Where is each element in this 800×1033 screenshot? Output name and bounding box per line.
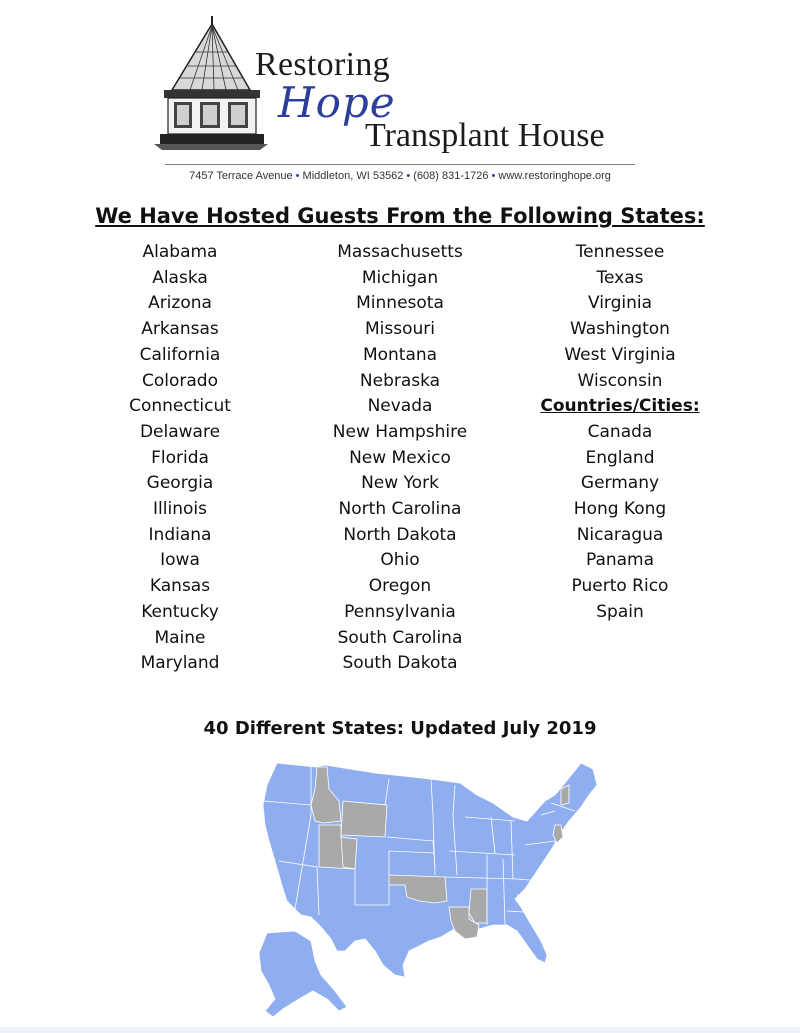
- state-name: Iowa: [160, 550, 200, 571]
- country-name: Canada: [587, 421, 653, 442]
- bullet-icon: •: [406, 170, 411, 182]
- state-name: Montana: [362, 344, 438, 365]
- vermont-shape: [561, 785, 569, 805]
- state-name: Missouri: [365, 319, 435, 340]
- address-line: [165, 170, 635, 182]
- state-name: Connecticut: [129, 396, 231, 417]
- state-name: Alabama: [142, 242, 218, 262]
- map-subtitle: 40 Different States: Updated July 2019: [203, 718, 597, 739]
- country-name: Puerto Rico: [571, 576, 669, 597]
- state-name: North Dakota: [343, 524, 457, 545]
- state-name: Oregon: [368, 576, 432, 597]
- state-name: Wisconsin: [577, 370, 663, 391]
- state-name: Michigan: [361, 267, 439, 288]
- state-name: Arizona: [148, 293, 212, 314]
- state-name: Kansas: [149, 576, 211, 597]
- state-name: Colorado: [142, 370, 218, 391]
- state-name: North Carolina: [338, 499, 462, 520]
- us-map: [255, 755, 605, 1025]
- state-name: New Mexico: [349, 447, 451, 468]
- state-name: West Virginia: [564, 344, 676, 365]
- bullet-icon: •: [295, 170, 300, 182]
- state-name: Minnesota: [356, 293, 444, 314]
- header-divider: [165, 164, 635, 165]
- state-name: Illinois: [153, 499, 207, 520]
- country-name: Spain: [596, 601, 644, 622]
- state-name: Texas: [596, 267, 644, 288]
- website-url: www.restoringhope.org: [498, 170, 611, 182]
- turret-logo-icon: [150, 12, 268, 152]
- states-list-3: [520, 240, 720, 394]
- country-name: Panama: [585, 550, 655, 571]
- state-name: Massachusetts: [337, 242, 463, 262]
- state-name: South Dakota: [342, 653, 458, 674]
- countries-list: [520, 420, 720, 626]
- state-name: Tennessee: [575, 242, 665, 262]
- bullet-icon: •: [491, 170, 496, 182]
- mississippi-shape: [469, 889, 487, 923]
- page-heading: We Have Hosted Guests From the Following States:: [95, 204, 705, 228]
- state-name: Maryland: [140, 653, 220, 674]
- state-name: Pennsylvania: [344, 601, 456, 622]
- state-name: New York: [361, 473, 439, 494]
- state-name: Delaware: [139, 421, 221, 442]
- state-name: Washington: [570, 319, 670, 340]
- country-name: Germany: [580, 473, 660, 494]
- state-name: Virginia: [587, 293, 653, 314]
- city-address: Middleton, WI 53562: [302, 170, 404, 182]
- state-name: New Hampshire: [332, 421, 468, 442]
- state-name: Indiana: [148, 524, 212, 545]
- brand-name-restoring: Restoring: [255, 46, 390, 83]
- country-name: Nicaragua: [576, 524, 664, 545]
- state-name: Ohio: [380, 550, 420, 571]
- states-column-2: [300, 240, 500, 677]
- country-name: England: [585, 447, 655, 468]
- state-name: Nevada: [367, 396, 433, 417]
- states-column-1: [80, 240, 280, 677]
- bottom-bar: [0, 1027, 800, 1033]
- state-name: Nebraska: [359, 370, 441, 391]
- state-name: Alaska: [152, 267, 208, 288]
- phone-number: (608) 831-1726: [413, 170, 489, 182]
- state-name: Maine: [154, 627, 206, 648]
- brand-name-hope: Hope: [278, 78, 396, 127]
- states-column-3: [520, 240, 720, 626]
- state-name: Arkansas: [141, 319, 219, 340]
- state-name: South Carolina: [337, 627, 463, 648]
- state-name: Florida: [151, 447, 209, 468]
- countries-heading: Countries/Cities:: [540, 396, 700, 417]
- state-name: Kentucky: [141, 601, 219, 622]
- state-name: Georgia: [146, 473, 214, 494]
- state-name: California: [139, 344, 221, 365]
- logo: [150, 12, 650, 162]
- brand-name-transplant-house: Transplant House: [365, 117, 605, 154]
- street-address: 7457 Terrace Avenue: [189, 170, 293, 182]
- country-name: Hong Kong: [573, 499, 667, 520]
- wyoming-shape: [341, 801, 387, 837]
